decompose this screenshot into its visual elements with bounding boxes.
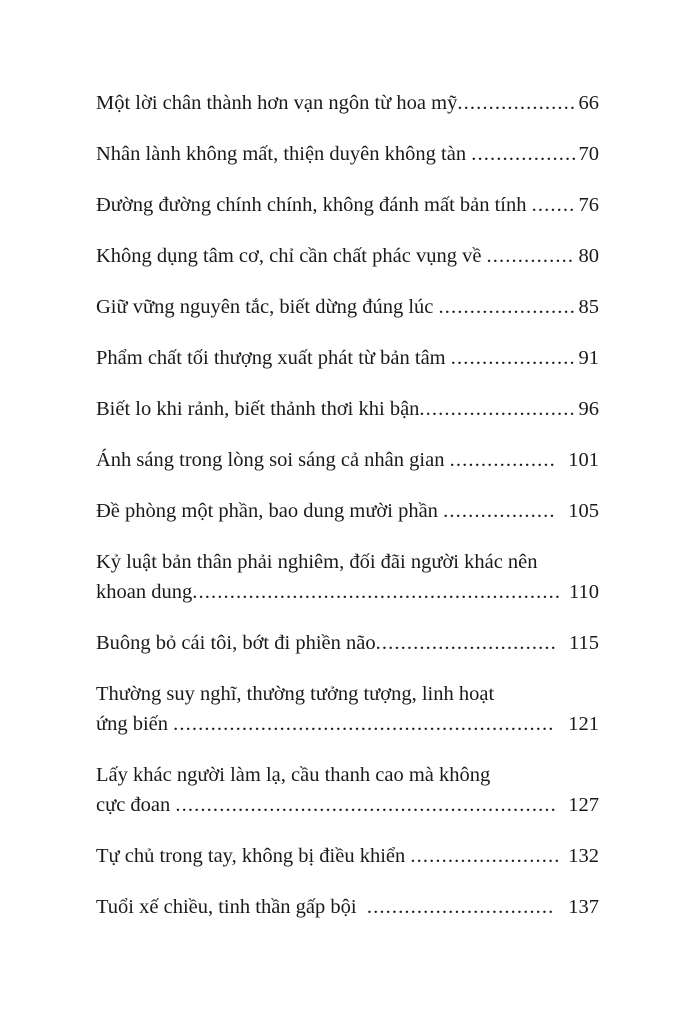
toc-page-number: 127 <box>568 794 599 816</box>
toc-entry-line <box>96 445 599 475</box>
toc-entry[interactable] <box>96 892 599 922</box>
toc-entry-line <box>96 709 599 739</box>
toc-entry-line <box>96 139 599 169</box>
toc-entry-line <box>96 841 599 871</box>
toc-entry[interactable] <box>96 496 599 526</box>
toc-entry-line <box>96 343 599 373</box>
toc-page-number: 96 <box>578 398 599 420</box>
toc-entry-line <box>96 88 599 118</box>
toc-leader-dots: ............................................................. <box>173 713 555 735</box>
toc-page-number: 70 <box>578 143 599 165</box>
toc-leader-dots: .............................. <box>366 896 555 918</box>
toc-entry[interactable] <box>96 241 599 271</box>
toc-entry-line <box>96 790 599 820</box>
toc-page-number: 66 <box>578 92 599 114</box>
toc-leader-dots: .............. <box>486 245 575 267</box>
toc-entry-line <box>96 394 599 424</box>
toc-leader-dots: .................... <box>450 347 576 369</box>
toc-page-number: 132 <box>568 845 599 867</box>
toc-leader-dots: .................. <box>443 500 556 522</box>
toc-entry[interactable] <box>96 139 599 169</box>
toc-leader-dots: ............................. <box>375 632 557 654</box>
toc-entry-title: Ánh sáng trong lòng soi sáng cả nhân gian <box>96 449 450 471</box>
toc-page-number: 91 <box>578 347 599 369</box>
toc-leader-dots: ........................ <box>410 845 561 867</box>
toc-entry-title: Không dụng tâm cơ, chỉ cần chất phác vụng về <box>96 245 487 267</box>
toc-entry-title: khoan dung <box>96 581 193 603</box>
toc-page-number: 115 <box>569 632 599 654</box>
toc-entry[interactable] <box>96 628 599 658</box>
toc-page-number: 105 <box>568 500 599 522</box>
toc-entry-title-line: Kỷ luật bản thân phải nghiêm, đối đãi người khác nên <box>96 551 538 573</box>
toc-entry-title: Một lời chân thành hơn vạn ngôn từ hoa mỹ <box>96 92 458 114</box>
toc-leader-dots: ........................................................... <box>192 581 562 603</box>
toc-entry[interactable] <box>96 679 599 739</box>
toc-entry-line <box>96 190 599 220</box>
toc-entry-title: Đường đường chính chính, không đánh mất bản tính <box>96 194 532 216</box>
toc-entry-line <box>96 241 599 271</box>
toc-leader-dots: ................... <box>457 92 577 114</box>
toc-page-number: 80 <box>578 245 599 267</box>
toc-entry[interactable] <box>96 445 599 475</box>
toc-leader-dots: ............................................................. <box>175 794 557 816</box>
toc-entry[interactable] <box>96 547 599 607</box>
toc-entry[interactable] <box>96 292 599 322</box>
toc-page-number: 76 <box>578 194 599 216</box>
toc-entry-title: Giữ vững nguyên tắc, biết dừng đúng lúc <box>96 296 439 318</box>
toc-entry-title: Tự chủ trong tay, không bị điều khiển <box>96 845 411 867</box>
toc-entry-title-line: Lấy khác người làm lạ, cầu thanh cao mà không <box>96 764 491 786</box>
toc-entry-line <box>96 892 599 922</box>
toc-entry-title: Phẩm chất tối thượng xuất phát từ bản tâm <box>96 347 451 369</box>
toc-entry[interactable] <box>96 841 599 871</box>
toc-leader-dots: ......................... <box>419 398 576 420</box>
toc-entry[interactable] <box>96 88 599 118</box>
toc-leader-dots: ...................... <box>438 296 577 318</box>
toc-page-number: 121 <box>568 713 599 735</box>
toc-entry-title: Tuổi xế chiều, tinh thần gấp bội <box>96 896 367 918</box>
toc-entry-line <box>96 292 599 322</box>
toc-leader-dots: ....... <box>531 194 576 216</box>
toc-entry-line <box>96 628 599 658</box>
toc-entry-title: ứng biến <box>96 713 174 735</box>
toc-entry-line <box>96 577 599 607</box>
toc-page-number: 110 <box>569 581 599 603</box>
table-of-contents <box>96 88 599 922</box>
toc-entry-title: cực đoan <box>96 794 176 816</box>
toc-entry-line <box>96 496 599 526</box>
toc-entry-title: Nhân lành không mất, thiện duyên không tàn <box>96 143 472 165</box>
toc-entry[interactable] <box>96 760 599 820</box>
toc-entry-title: Buông bỏ cái tôi, bớt đi phiền não <box>96 632 376 654</box>
toc-page-number: 85 <box>578 296 599 318</box>
toc-entry[interactable] <box>96 190 599 220</box>
toc-leader-dots: ................. <box>471 143 578 165</box>
toc-entry-title-line: Thường suy nghĩ, thường tưởng tượng, linh hoạt <box>96 683 495 705</box>
toc-page-number: 101 <box>568 449 599 471</box>
toc-entry[interactable] <box>96 394 599 424</box>
toc-entry-title: Đề phòng một phần, bao dung mười phần <box>96 500 444 522</box>
toc-page-number: 137 <box>568 896 599 918</box>
toc-entry[interactable] <box>96 343 599 373</box>
toc-leader-dots: ................. <box>449 449 556 471</box>
toc-entry-title: Biết lo khi rảnh, biết thảnh thơi khi bận <box>96 398 420 420</box>
